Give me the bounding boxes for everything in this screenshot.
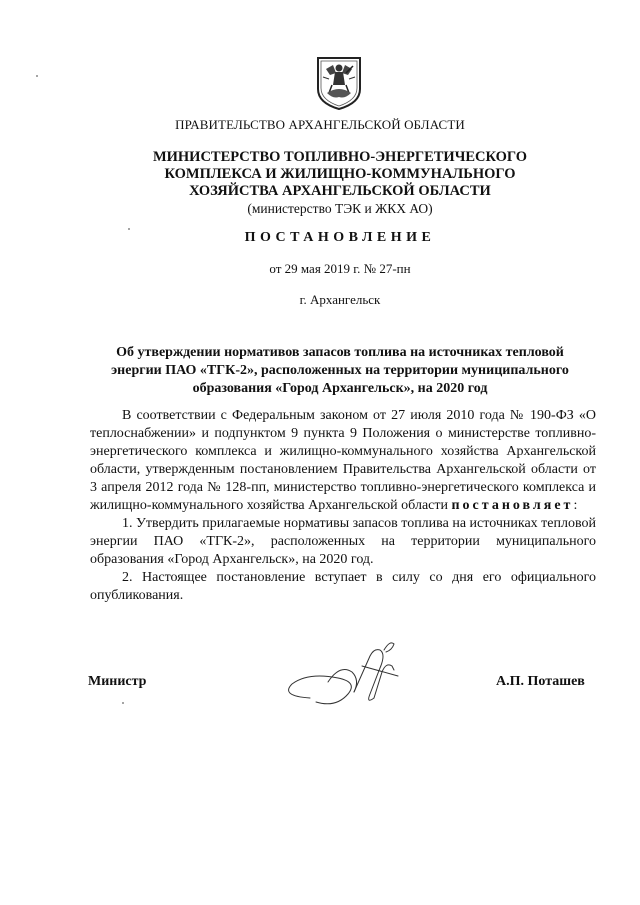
preamble-text: В соответствии с Федеральным законом от 27 июля 2010 года № 190-ФЗ «О теплоснабжении» и подпунктом 9 пункта 9 Положения о министерстве топливно-энергетического комплекса и жилищно-коммунального хозяйства Архангельской области, утвержденным постановлением Правительства Архангельской области от 3 апреля 2012 года № 128-пп, министерство топливно-энергетического комплекса и жилищно-коммунального хозяйства Архангельской области: [90, 408, 596, 513]
item-2-paragraph: 2. Настоящее постановление вступает в силу со дня его официального опубликования.: [90, 570, 596, 603]
resolves-colon: :: [573, 498, 578, 513]
resolves-word: постановляет: [451, 498, 574, 513]
signatory-name: А.П. Поташев: [496, 674, 585, 689]
scan-speck: [36, 75, 38, 77]
government-name: ПРАВИТЕЛЬСТВО АРХАНГЕЛЬСКОЙ ОБЛАСТИ: [175, 117, 465, 132]
document-title: Об утверждении нормативов запасов топлива на источниках тепловой энергии ПАО «ТГК-2», расположенных на территории муниципального образования «Город Архангельск», на 2020 год: [111, 345, 569, 396]
ministry-short-name: (министерство ТЭК и ЖКХ АО): [247, 201, 433, 216]
ministry-line-1: МИНИСТЕРСТВО ТОПЛИВНО-ЭНЕРГЕТИЧЕСКОГО: [152, 149, 528, 165]
coat-of-arms-icon: [315, 55, 363, 111]
ministry-line-2: КОМПЛЕКСА И ЖИЛИЩНО-КОММУНАЛЬНОГО: [164, 166, 516, 182]
preamble-paragraph: [90, 407, 596, 515]
ministry-line-3: ХОЗЯЙСТВА АРХАНГЕЛЬСКОЙ ОБЛАСТИ: [189, 183, 491, 199]
document-type: ПОСТАНОВЛЕНИЕ: [244, 230, 436, 245]
document-city: г. Архангельск: [299, 292, 381, 307]
document-date-number: от 29 мая 2019 г. № 27-пн: [269, 261, 411, 276]
signatory-title: Министр: [88, 674, 147, 689]
item-1-paragraph: 1. Утвердить прилагаемые нормативы запасов топлива на источниках тепловой энергии ПАО «ТГК-2», расположенных на территории муниципального образования «Город Архангельск», на 2020 год.: [90, 516, 596, 567]
document-body: [90, 407, 596, 605]
scan-speck: [122, 702, 124, 704]
scan-speck: [128, 228, 130, 230]
ministry-name: [0, 149, 640, 217]
handwritten-signature-icon: [270, 636, 420, 716]
